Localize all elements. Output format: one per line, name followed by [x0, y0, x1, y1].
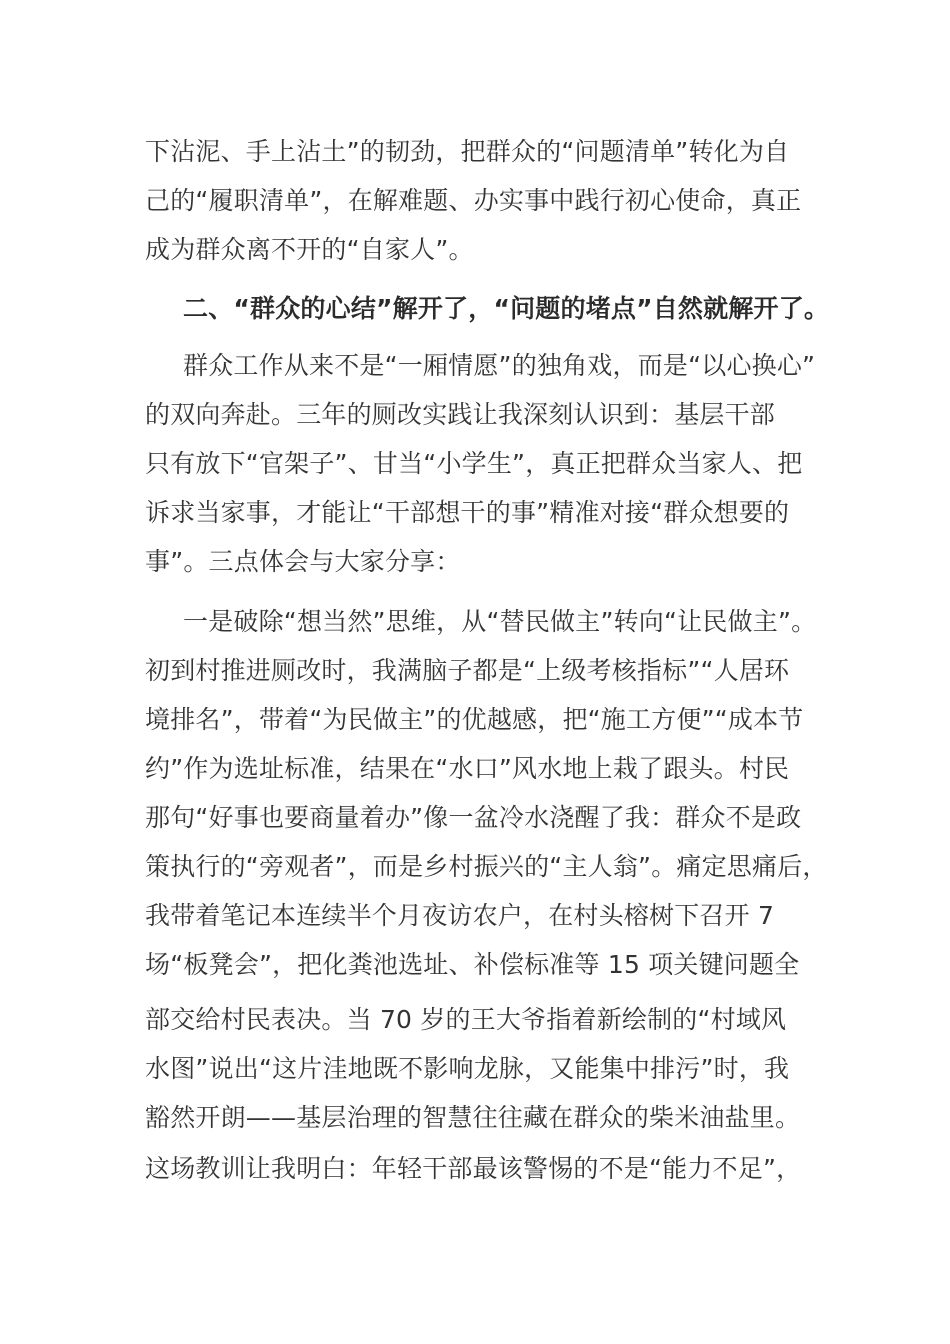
intro-line-5: 事”。三点体会与大家分享： — [145, 547, 461, 576]
point1-line-3: 境排名”，带着“为民做主”的优越感，把“施工方便”“成本节 — [145, 705, 804, 734]
intro-line-4: 诉求当家事，才能让“干部想干的事”精准对接“群众想要的 — [145, 498, 790, 527]
point1-line-8: 场“板凳会”，把化粪池选址、补偿标准等 15 项关键问题全 — [145, 950, 800, 979]
point1-line-4: 约”作为选址标准，结果在“水口”风水地上栽了跟头。村民 — [145, 754, 790, 783]
intro-line-2: 的双向奔赴。三年的厕改实践让我深刻认识到：基层干部 — [145, 400, 776, 429]
continuation-line-3: 成为群众离不开的“自家人”。 — [145, 235, 474, 264]
continuation-line-1: 下沾泥、手上沾土”的韧劲，把群众的“问题清单”转化为自 — [145, 137, 790, 166]
point1-line-1: 一是破除“想当然”思维，从“替民做主”转向“让民做主”。 — [183, 607, 817, 636]
section-heading: 二、“群众的心结”解开了，“问题的堵点”自然就解开了。 — [183, 294, 830, 323]
point1-line-2: 初到村推进厕改时，我满脑子都是“上级考核指标”“人居环 — [145, 656, 790, 685]
point1-line-11: 豁然开朗——基层治理的智慧往往藏在群众的柴米油盐里。 — [145, 1103, 801, 1132]
point1-line-6: 策执行的“旁观者”，而是乡村振兴的“主人翁”。痛定思痛后， — [145, 852, 828, 881]
continuation-line-2: 己的“履职清单”，在解难题、办实事中践行初心使命，真正 — [145, 186, 802, 215]
point1-line-7: 我带着笔记本连续半个月夜访农户，在村头榕树下召开 7 — [145, 901, 775, 930]
point1-line-12: 这场教训让我明白：年轻干部最该警惕的不是“能力不足”， — [145, 1154, 802, 1183]
intro-line-1: 群众工作从来不是“一厢情愿”的独角戏，而是“以心换心” — [183, 351, 816, 380]
point1-line-5: 那句“好事也要商量着办”像一盆冷水浇醒了我：群众不是政 — [145, 803, 802, 832]
intro-line-3: 只有放下“官架子”、甘当“小学生”，真正把群众当家人、把 — [145, 449, 803, 478]
point1-line-10: 水图”说出“这片洼地既不影响龙脉，又能集中排污”时，我 — [145, 1054, 790, 1083]
point1-line-9: 部交给村民表决。当 70 岁的王大爷指着新绘制的“村域风 — [145, 1005, 787, 1034]
